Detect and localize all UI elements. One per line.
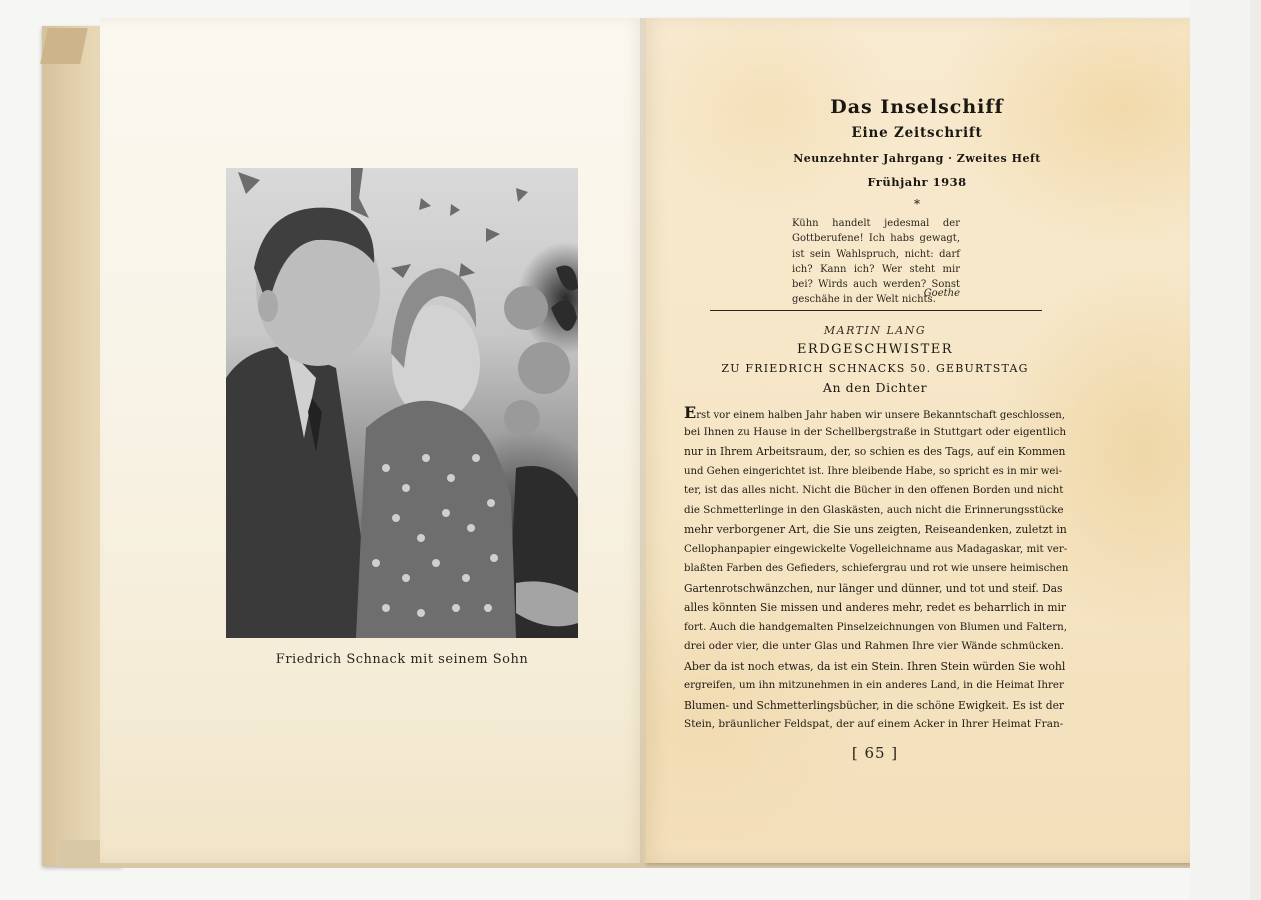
article-title: ERDGESCHWISTER xyxy=(796,342,954,357)
body-line: ergreifen, um ihn mitzunehmen in ein anderes Land, in die Heimat Ihrer xyxy=(684,679,1064,691)
body-line: alles könnten Sie missen und anderes mehr, redet es beharrlich in mir xyxy=(684,601,1066,614)
body-line: Aber da ist noch etwas, da ist ein Stein. Ihren Stein würden Sie wohl xyxy=(684,659,1066,673)
divider-rule xyxy=(710,310,1042,311)
epigraph-text: Kühn handelt jedesmal der Gottberufene! Ich habs gewagt, ist sein Wahlspruch, nicht: darf ich? Kann ich? Wer steht mir bei? Wirds auch werden? Sonst geschähe in der Welt nichts. xyxy=(792,218,960,306)
scan-edge-strip xyxy=(1250,0,1261,900)
portrait-photo-illustration xyxy=(226,168,578,638)
book-gutter xyxy=(640,18,646,863)
article-dedication: An den Dichter xyxy=(822,380,928,395)
cardboard-flap xyxy=(40,28,88,64)
body-line: Gartenrotschwänzchen, nur länger und dünner, und tot und steif. Das xyxy=(684,581,1063,595)
body-line: drei oder vier, die unter Glas und Rahmen Ihre vier Wände schmücken. xyxy=(684,640,1064,652)
portrait-photo xyxy=(226,168,578,638)
body-line: die Schmetterlinge in den Glaskästen, auch nicht die Erinnerungsstücke xyxy=(684,503,1064,516)
page-number: [ 65 ] xyxy=(851,744,899,762)
body-line: bei Ihnen zu Hause in der Schellbergstraße in Stuttgart oder eigentlich xyxy=(684,425,1067,438)
right-page xyxy=(644,18,1190,863)
season-line: Frühjahr 1938 xyxy=(867,175,967,189)
magazine-title: Das Inselschiff xyxy=(830,96,1004,118)
body-line: blaßten Farben des Gefieders, schiefergrau und rot wie unsere heimischen xyxy=(684,563,1069,574)
body-line: Stein, bräunlicher Feldspat, der auf einem Acker in Ihrer Heimat Fran- xyxy=(684,718,1064,730)
body-line: Cellophanpapier eingewickelte Vogelleichname aus Madagaskar, mit ver- xyxy=(684,542,1068,555)
body-line: fort. Auch die handgemalten Pinselzeichnungen von Blumen und Faltern, xyxy=(684,620,1068,633)
article-body xyxy=(684,403,1068,735)
ornament-star: * xyxy=(914,197,920,211)
body-line: Blumen- und Schmetterlingsbücher, in die schöne Ewigkeit. Es ist der xyxy=(684,698,1065,712)
issue-line: Neunzehnter Jahrgang · Zweites Heft xyxy=(793,152,1041,165)
article-subtitle: ZU FRIEDRICH SCHNACKS 50. GEBURTSTAG xyxy=(721,362,1029,375)
photo-caption: Friedrich Schnack mit seinem Sohn xyxy=(275,652,529,667)
body-line: ter, ist das alles nicht. Nicht die Bücher in den offenen Borden und nicht xyxy=(684,484,1064,496)
body-line: und Gehen eingerichtet ist. Ihre bleibende Habe, so spricht es in mir wei- xyxy=(684,465,1063,477)
epigraph-author: Goethe xyxy=(923,288,960,299)
body-line: mehr verborgener Art, die Sie uns zeigten, Reiseandenken, zuletzt in xyxy=(684,523,1067,536)
body-line: Erst vor einem halben Jahr haben wir unsere Bekanntschaft geschlossen, xyxy=(684,403,1066,422)
magazine-subtitle: Eine Zeitschrift xyxy=(851,125,983,141)
article-author: MARTIN LANG xyxy=(823,324,927,337)
body-line: nur in Ihrem Arbeitsraum, der, so schien es des Tags, auf ein Kommen xyxy=(684,445,1066,458)
